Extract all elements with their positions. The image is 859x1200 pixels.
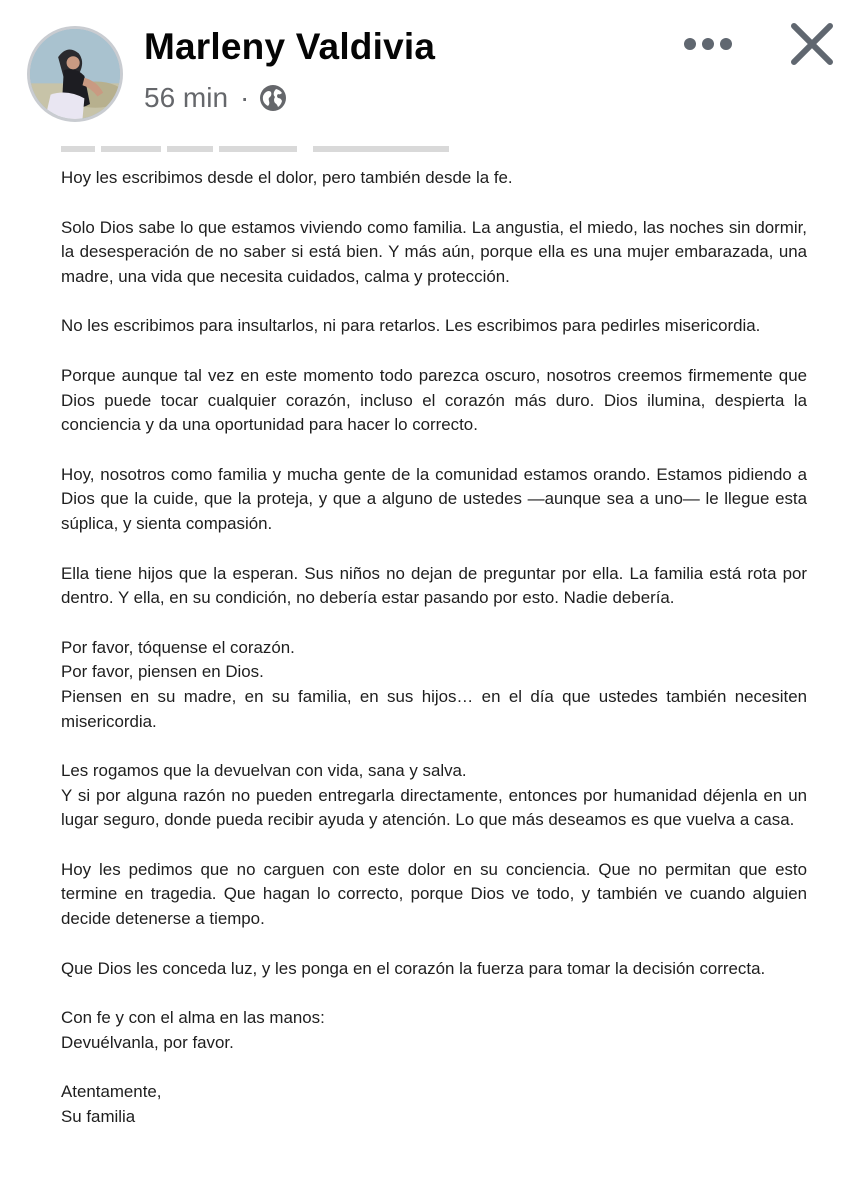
meta-separator: · <box>240 82 250 113</box>
more-options-button[interactable] <box>680 26 736 62</box>
author-name[interactable]: Marleny Valdivia <box>144 26 436 67</box>
avatar-photo <box>30 29 120 119</box>
more-dots-icon <box>680 36 736 52</box>
paragraph-line: Con fe y con el alma en las manos: <box>61 1008 325 1028</box>
close-button[interactable] <box>786 18 838 70</box>
paragraph: Porque aunque tal vez en este momento todo parezca oscuro, nosotros creemos firmemente que Dios puede tocar cualquier corazón, incluso el corazón más duro. Dios ilumina, despierta la conciencia y da una oportunidad para hacer lo correcto. <box>61 365 807 435</box>
close-icon <box>786 18 838 70</box>
paragraph: No les escribimos para insultarlos, ni para retarlos. Les escribimos para pedirles misericordia. <box>61 316 761 336</box>
author-avatar[interactable] <box>27 26 123 122</box>
paragraph: Hoy les escribimos desde el dolor, pero también desde la fe. <box>61 168 513 187</box>
post-meta <box>144 80 287 116</box>
paragraph-line: Piensen en su madre, en su familia, en sus hijos… en el día que ustedes también necesiten misericordia. <box>61 686 807 731</box>
paragraph-line: Les rogamos que la devuelvan con vida, sana y salva. <box>61 761 467 781</box>
post-header <box>0 0 859 140</box>
paragraph-line: Por favor, tóquense el corazón. <box>61 637 295 657</box>
paragraph-line: Devuélvanla, por favor. <box>61 1032 234 1052</box>
signature-line: Su familia <box>61 1107 136 1127</box>
paragraph: Solo Dios sabe lo que estamos viviendo como familia. La angustia, el miedo, las noches sin dormir, la desesperación de no saber si está bien. Y más aún, porque ella es una mujer embarazada, una madre, una vida que necesita cuidados, calma y protección. <box>61 217 807 286</box>
cropped-text-line <box>61 142 451 154</box>
paragraph-line: Y si por alguna razón no pueden entregarla directamente, entonces por humanidad déjenla en un lugar seguro, donde pueda recibir ayuda y atención. Lo que más deseamos es que vuelva a casa. <box>61 785 807 830</box>
letter-body <box>61 166 807 1130</box>
globe-icon <box>259 84 287 112</box>
paragraph: Ella tiene hijos que la esperan. Sus niños no dejan de preguntar por ella. La familia está rota por dentro. Y ella, en su condición, no debería estar pasando por esto. Nadie debería. <box>61 563 807 608</box>
closing-line: Atentamente, <box>61 1082 162 1102</box>
paragraph: Que Dios les conceda luz, y les ponga en el corazón la fuerza para tomar la decisión correcta. <box>61 958 766 978</box>
paragraph: Hoy, nosotros como familia y mucha gente de la comunidad estamos orando. Estamos pidiendo a Dios que la cuide, que la proteja, y que a alguno de ustedes —aunque sea a uno— le llegue esta súplica, y sienta compasión. <box>61 464 807 533</box>
paragraph: Hoy les pedimos que no carguen con este dolor en su conciencia. Que no permitan que esto termine en tragedia. Que hagan lo correcto, porque Dios ve todo, y también ve cuando alguien decide detenerse a tiempo. <box>61 859 807 929</box>
post-time[interactable]: 56 min <box>144 82 229 113</box>
paragraph-line: Por favor, piensen en Dios. <box>61 662 264 682</box>
